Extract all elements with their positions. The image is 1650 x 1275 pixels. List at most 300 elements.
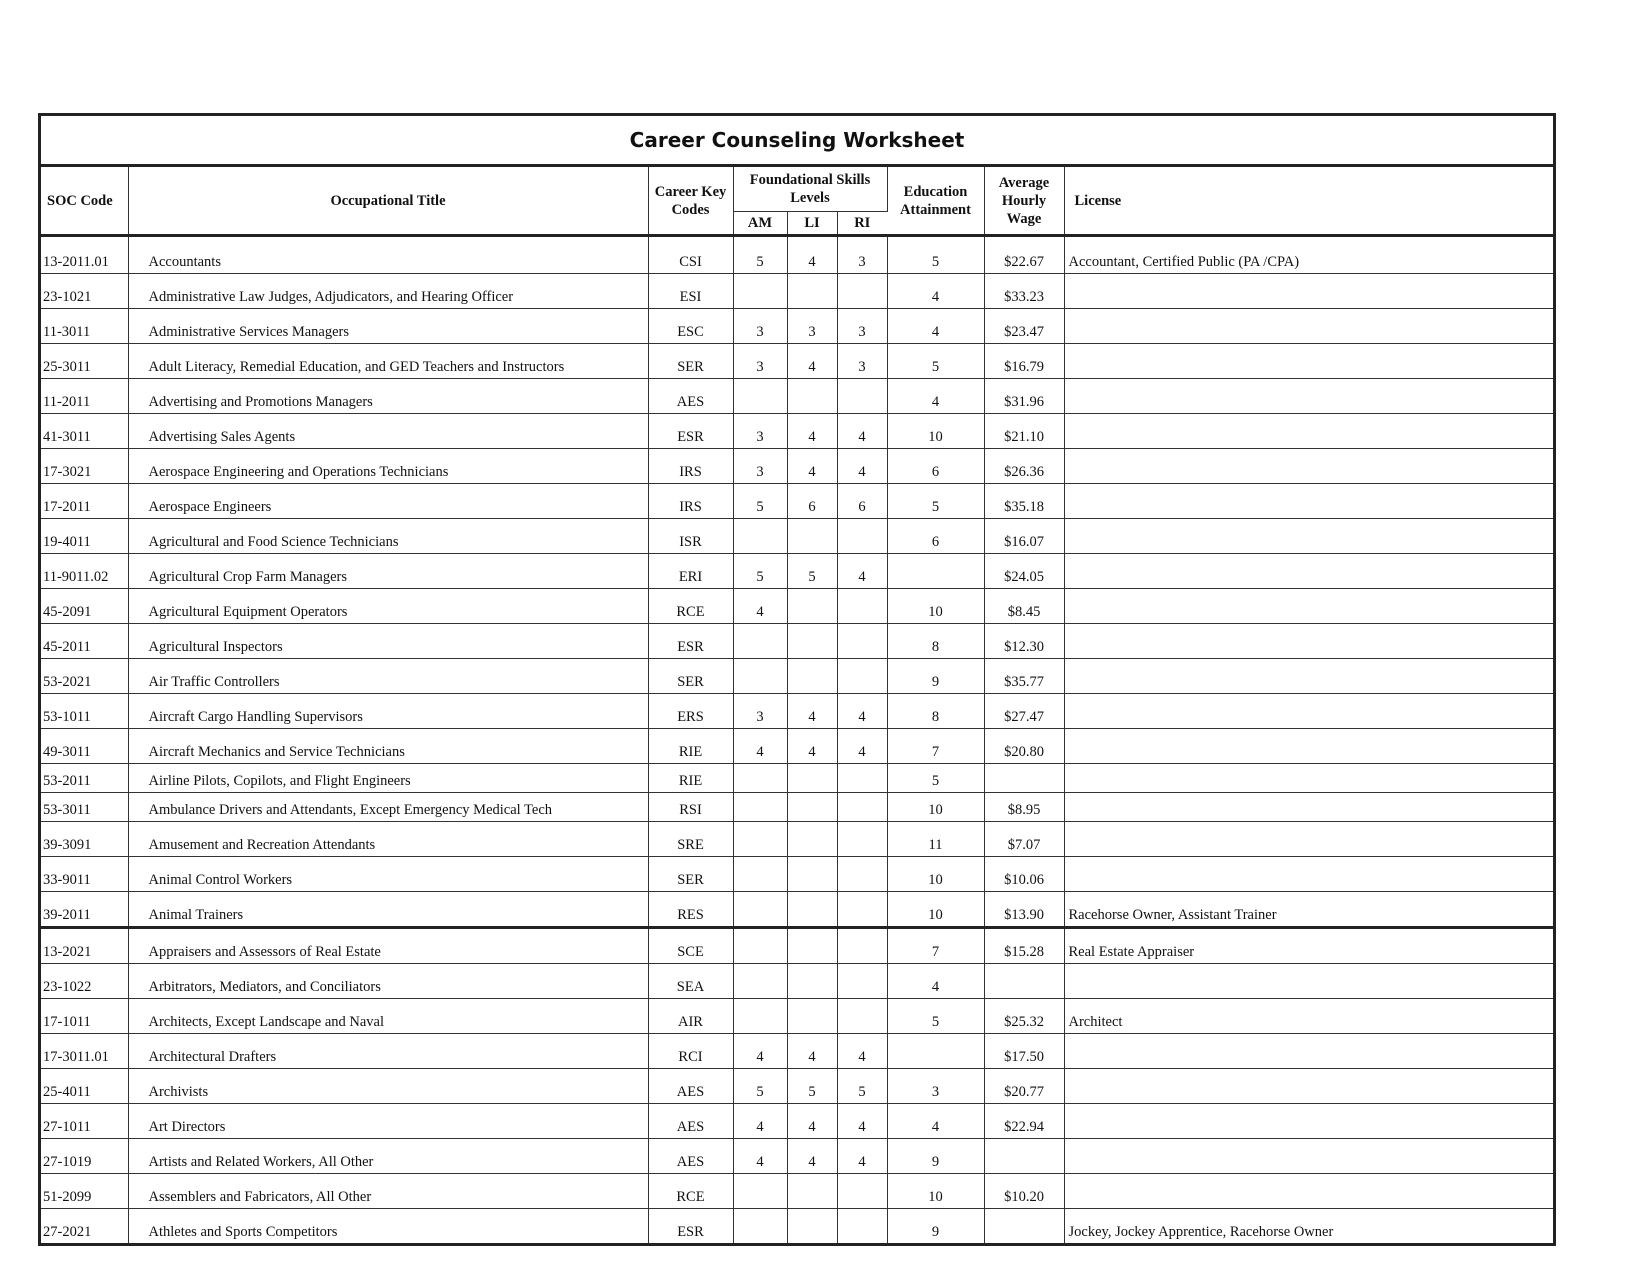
wage-cell: $24.05 xyxy=(984,554,1064,589)
soc-code-cell: 27-1019 xyxy=(41,1139,128,1174)
wage-cell: $8.45 xyxy=(984,589,1064,624)
li-level-cell xyxy=(787,999,837,1034)
soc-code-cell: 25-4011 xyxy=(41,1069,128,1104)
occupational-title-cell: Arbitrators, Mediators, and Conciliators xyxy=(128,964,648,999)
li-level-cell: 4 xyxy=(787,414,837,449)
table-row xyxy=(41,484,1553,519)
soc-code-cell: 27-1011 xyxy=(41,1104,128,1139)
wage-cell: $22.67 xyxy=(984,236,1064,274)
am-level-cell xyxy=(733,964,787,999)
ri-level-cell: 4 xyxy=(837,1139,887,1174)
header-license: License xyxy=(1074,192,1122,209)
career-key-cell: RCE xyxy=(648,1174,733,1209)
am-level-cell xyxy=(733,892,787,928)
worksheet xyxy=(38,113,1556,1246)
license-cell xyxy=(1064,1069,1553,1104)
occupational-title-cell: Agricultural Crop Farm Managers xyxy=(128,554,648,589)
am-level-cell xyxy=(733,659,787,694)
table-row xyxy=(41,589,1553,624)
occupational-title-cell: Administrative Law Judges, Adjudicators, and Hearing Officer xyxy=(128,274,648,309)
wage-cell: $23.47 xyxy=(984,309,1064,344)
career-key-cell: AES xyxy=(648,1069,733,1104)
ri-level-cell xyxy=(837,589,887,624)
career-key-cell: AES xyxy=(648,1104,733,1139)
education-cell: 10 xyxy=(887,414,984,449)
education-cell: 4 xyxy=(887,379,984,414)
license-cell xyxy=(1064,379,1553,414)
occupational-title-cell: Aircraft Cargo Handling Supervisors xyxy=(128,694,648,729)
ri-level-cell xyxy=(837,624,887,659)
table-row xyxy=(41,793,1553,822)
education-cell: 5 xyxy=(887,484,984,519)
license-cell: Accountant, Certified Public (PA /CPA) xyxy=(1064,236,1553,274)
education-cell: 9 xyxy=(887,1209,984,1244)
education-cell: 11 xyxy=(887,822,984,857)
wage-cell xyxy=(984,964,1064,999)
license-cell xyxy=(1064,1104,1553,1139)
am-level-cell xyxy=(733,822,787,857)
education-cell: 3 xyxy=(887,1069,984,1104)
education-cell: 4 xyxy=(887,309,984,344)
soc-code-cell: 53-2011 xyxy=(41,764,128,793)
license-cell xyxy=(1064,822,1553,857)
license-cell xyxy=(1064,624,1553,659)
header-ri: RI xyxy=(837,212,887,236)
am-level-cell xyxy=(733,379,787,414)
ri-level-cell: 4 xyxy=(837,729,887,764)
li-level-cell xyxy=(787,1209,837,1244)
header-career-key-codes: Career Key Codes xyxy=(648,167,733,236)
wage-cell: $16.79 xyxy=(984,344,1064,379)
header-foundational-skills: Foundational Skills Levels xyxy=(733,167,887,212)
li-level-cell xyxy=(787,379,837,414)
am-level-cell: 4 xyxy=(733,589,787,624)
soc-code-cell: 11-3011 xyxy=(41,309,128,344)
wage-cell xyxy=(984,764,1064,793)
career-key-cell: RIE xyxy=(648,729,733,764)
header-education-attainment: Education Attainment xyxy=(887,167,984,236)
worksheet-title: Career Counseling Worksheet xyxy=(41,116,1553,167)
table-row xyxy=(41,344,1553,379)
am-level-cell: 3 xyxy=(733,414,787,449)
education-cell: 8 xyxy=(887,694,984,729)
license-cell xyxy=(1064,1174,1553,1209)
li-level-cell xyxy=(787,857,837,892)
am-level-cell: 3 xyxy=(733,309,787,344)
career-key-cell: ERI xyxy=(648,554,733,589)
ri-level-cell xyxy=(837,892,887,928)
am-level-cell: 4 xyxy=(733,1034,787,1069)
ri-level-cell xyxy=(837,764,887,793)
am-level-cell xyxy=(733,1209,787,1244)
education-cell: 10 xyxy=(887,1174,984,1209)
li-level-cell xyxy=(787,764,837,793)
table-row xyxy=(41,1034,1553,1069)
soc-code-cell: 13-2021 xyxy=(41,928,128,964)
li-level-cell: 4 xyxy=(787,729,837,764)
li-level-cell: 3 xyxy=(787,309,837,344)
wage-cell: $10.06 xyxy=(984,857,1064,892)
occupational-title-cell: Aircraft Mechanics and Service Technicians xyxy=(128,729,648,764)
license-cell xyxy=(1064,694,1553,729)
ri-level-cell xyxy=(837,793,887,822)
wage-cell: $33.23 xyxy=(984,274,1064,309)
wage-cell: $25.32 xyxy=(984,999,1064,1034)
career-key-cell: IRS xyxy=(648,484,733,519)
career-key-cell: ESR xyxy=(648,414,733,449)
license-cell xyxy=(1064,729,1553,764)
table-row xyxy=(41,236,1553,274)
career-key-cell: CSI xyxy=(648,236,733,274)
wage-cell: $31.96 xyxy=(984,379,1064,414)
education-cell: 7 xyxy=(887,729,984,764)
occupational-title-cell: Agricultural Equipment Operators xyxy=(128,589,648,624)
career-key-cell: SER xyxy=(648,857,733,892)
ri-level-cell: 4 xyxy=(837,694,887,729)
license-cell xyxy=(1064,1139,1553,1174)
li-level-cell xyxy=(787,1174,837,1209)
li-level-cell: 4 xyxy=(787,1034,837,1069)
education-cell: 9 xyxy=(887,659,984,694)
li-level-cell: 6 xyxy=(787,484,837,519)
li-level-cell: 4 xyxy=(787,344,837,379)
occupational-title-cell: Agricultural and Food Science Technicians xyxy=(128,519,648,554)
li-level-cell xyxy=(787,589,837,624)
ri-level-cell xyxy=(837,857,887,892)
occupational-title-cell: Athletes and Sports Competitors xyxy=(128,1209,648,1244)
license-cell xyxy=(1064,484,1553,519)
education-cell: 4 xyxy=(887,1104,984,1139)
wage-cell: $35.18 xyxy=(984,484,1064,519)
career-key-cell: SRE xyxy=(648,822,733,857)
soc-code-cell: 39-3091 xyxy=(41,822,128,857)
ri-level-cell xyxy=(837,822,887,857)
table-row xyxy=(41,1174,1553,1209)
education-cell: 4 xyxy=(887,964,984,999)
am-level-cell: 5 xyxy=(733,236,787,274)
table-row xyxy=(41,928,1553,964)
soc-code-cell: 11-2011 xyxy=(41,379,128,414)
li-level-cell: 4 xyxy=(787,236,837,274)
soc-code-cell: 53-3011 xyxy=(41,793,128,822)
li-level-cell: 4 xyxy=(787,1104,837,1139)
wage-cell: $26.36 xyxy=(984,449,1064,484)
education-cell xyxy=(887,1034,984,1069)
career-key-cell: ESR xyxy=(648,624,733,659)
occupational-title-cell: Advertising and Promotions Managers xyxy=(128,379,648,414)
education-cell: 9 xyxy=(887,1139,984,1174)
career-key-cell: ESI xyxy=(648,274,733,309)
license-cell xyxy=(1064,793,1553,822)
soc-code-cell: 17-3021 xyxy=(41,449,128,484)
career-key-cell: RIE xyxy=(648,764,733,793)
li-level-cell: 5 xyxy=(787,1069,837,1104)
occupational-title-cell: Aerospace Engineering and Operations Technicians xyxy=(128,449,648,484)
career-key-cell: ESC xyxy=(648,309,733,344)
wage-cell xyxy=(984,1209,1064,1244)
education-cell: 10 xyxy=(887,857,984,892)
header-soc-code: SOC Code xyxy=(41,167,128,236)
soc-code-cell: 25-3011 xyxy=(41,344,128,379)
ri-level-cell xyxy=(837,659,887,694)
occupational-title-cell: Accountants xyxy=(128,236,648,274)
ri-level-cell xyxy=(837,379,887,414)
li-level-cell: 5 xyxy=(787,554,837,589)
career-key-cell: RCI xyxy=(648,1034,733,1069)
li-level-cell xyxy=(787,659,837,694)
career-key-cell: IRS xyxy=(648,449,733,484)
table-row xyxy=(41,964,1553,999)
education-cell: 4 xyxy=(887,274,984,309)
license-cell xyxy=(1064,274,1553,309)
li-level-cell xyxy=(787,892,837,928)
li-level-cell xyxy=(787,964,837,999)
wage-cell: $20.77 xyxy=(984,1069,1064,1104)
am-level-cell: 3 xyxy=(733,449,787,484)
wage-cell: $7.07 xyxy=(984,822,1064,857)
occupational-title-cell: Aerospace Engineers xyxy=(128,484,648,519)
license-cell xyxy=(1064,309,1553,344)
li-level-cell xyxy=(787,822,837,857)
ri-level-cell: 3 xyxy=(837,309,887,344)
ri-level-cell xyxy=(837,274,887,309)
am-level-cell xyxy=(733,999,787,1034)
career-key-cell: RSI xyxy=(648,793,733,822)
career-key-cell: SER xyxy=(648,659,733,694)
table-row xyxy=(41,999,1553,1034)
ri-level-cell xyxy=(837,519,887,554)
table-row xyxy=(41,1209,1553,1244)
career-key-cell: RES xyxy=(648,892,733,928)
table-row xyxy=(41,519,1553,554)
am-level-cell xyxy=(733,624,787,659)
occupational-title-cell: Air Traffic Controllers xyxy=(128,659,648,694)
ri-level-cell xyxy=(837,1174,887,1209)
career-key-cell: AES xyxy=(648,1139,733,1174)
header-occupational-title: Occupational Title xyxy=(128,167,648,236)
li-level-cell xyxy=(787,519,837,554)
education-cell: 5 xyxy=(887,344,984,379)
wage-cell: $27.47 xyxy=(984,694,1064,729)
am-level-cell: 4 xyxy=(733,729,787,764)
table-row xyxy=(41,554,1553,589)
license-cell: Real Estate Appraiser xyxy=(1064,928,1553,964)
ri-level-cell xyxy=(837,999,887,1034)
occupational-title-cell: Airline Pilots, Copilots, and Flight Engineers xyxy=(128,764,648,793)
am-level-cell xyxy=(733,928,787,964)
license-cell xyxy=(1064,519,1553,554)
table-row xyxy=(41,892,1553,928)
occupational-title-cell: Assemblers and Fabricators, All Other xyxy=(128,1174,648,1209)
career-key-cell: ISR xyxy=(648,519,733,554)
license-cell: Architect xyxy=(1064,999,1553,1034)
table-row xyxy=(41,729,1553,764)
table-row xyxy=(41,1069,1553,1104)
wage-cell: $20.80 xyxy=(984,729,1064,764)
am-level-cell: 5 xyxy=(733,554,787,589)
license-cell: Racehorse Owner, Assistant Trainer xyxy=(1064,892,1553,928)
career-table xyxy=(41,167,1553,1243)
ri-level-cell: 3 xyxy=(837,344,887,379)
license-cell xyxy=(1064,659,1553,694)
education-cell: 6 xyxy=(887,449,984,484)
career-key-cell: SER xyxy=(648,344,733,379)
soc-code-cell: 23-1022 xyxy=(41,964,128,999)
license-cell: Jockey, Jockey Apprentice, Racehorse Owner xyxy=(1068,1224,1334,1240)
soc-code-cell: 45-2091 xyxy=(41,589,128,624)
occupational-title-cell: Architectural Drafters xyxy=(128,1034,648,1069)
license-cell xyxy=(1064,589,1553,624)
table-row xyxy=(41,379,1553,414)
table-row xyxy=(41,414,1553,449)
am-level-cell xyxy=(733,274,787,309)
li-level-cell: 4 xyxy=(787,694,837,729)
header-li: LI xyxy=(787,212,837,236)
wage-cell: $10.20 xyxy=(984,1174,1064,1209)
occupational-title-cell: Ambulance Drivers and Attendants, Except Emergency Medical Tech xyxy=(128,793,648,822)
license-cell xyxy=(1064,764,1553,793)
career-key-cell: SCE xyxy=(648,928,733,964)
table-row xyxy=(41,694,1553,729)
occupational-title-cell: Agricultural Inspectors xyxy=(128,624,648,659)
education-cell: 7 xyxy=(887,928,984,964)
table-row xyxy=(41,659,1553,694)
ri-level-cell xyxy=(837,928,887,964)
wage-cell: $12.30 xyxy=(984,624,1064,659)
career-key-cell: AIR xyxy=(648,999,733,1034)
li-level-cell xyxy=(787,928,837,964)
li-level-cell xyxy=(787,274,837,309)
ri-level-cell: 6 xyxy=(837,484,887,519)
soc-code-cell: 49-3011 xyxy=(41,729,128,764)
am-level-cell xyxy=(733,1174,787,1209)
li-level-cell xyxy=(787,793,837,822)
ri-level-cell: 4 xyxy=(837,449,887,484)
ri-level-cell: 3 xyxy=(837,236,887,274)
soc-code-cell: 27-2021 xyxy=(41,1209,128,1244)
wage-cell: $17.50 xyxy=(984,1034,1064,1069)
table-row xyxy=(41,857,1553,892)
wage-cell: $13.90 xyxy=(984,892,1064,928)
soc-code-cell: 41-3011 xyxy=(41,414,128,449)
soc-code-cell: 17-2011 xyxy=(41,484,128,519)
license-cell xyxy=(1064,554,1553,589)
soc-code-cell: 23-1021 xyxy=(41,274,128,309)
license-cell xyxy=(1064,857,1553,892)
am-level-cell: 3 xyxy=(733,344,787,379)
career-key-cell: ERS xyxy=(648,694,733,729)
soc-code-cell: 19-4011 xyxy=(41,519,128,554)
education-cell: 10 xyxy=(887,589,984,624)
am-level-cell xyxy=(733,857,787,892)
soc-code-cell: 39-2011 xyxy=(41,892,128,928)
license-cell xyxy=(1064,449,1553,484)
occupational-title-cell: Art Directors xyxy=(128,1104,648,1139)
ri-level-cell xyxy=(837,1209,887,1244)
am-level-cell xyxy=(733,764,787,793)
wage-cell: $21.10 xyxy=(984,414,1064,449)
am-level-cell: 4 xyxy=(733,1139,787,1174)
career-key-cell: AES xyxy=(648,379,733,414)
wage-cell: $22.94 xyxy=(984,1104,1064,1139)
am-level-cell xyxy=(733,519,787,554)
career-key-cell: ESR xyxy=(648,1209,733,1244)
occupational-title-cell: Animal Trainers xyxy=(128,892,648,928)
am-level-cell: 5 xyxy=(733,484,787,519)
career-key-cell: SEA xyxy=(648,964,733,999)
table-row xyxy=(41,1139,1553,1174)
table-row xyxy=(41,449,1553,484)
soc-code-cell: 53-2021 xyxy=(41,659,128,694)
occupational-title-cell: Amusement and Recreation Attendants xyxy=(128,822,648,857)
am-level-cell: 4 xyxy=(733,1104,787,1139)
occupational-title-cell: Administrative Services Managers xyxy=(128,309,648,344)
soc-code-cell: 51-2099 xyxy=(41,1174,128,1209)
soc-code-cell: 33-9011 xyxy=(41,857,128,892)
am-level-cell: 3 xyxy=(733,694,787,729)
header-average-hourly-wage: Average Hourly Wage xyxy=(984,167,1064,236)
ri-level-cell: 5 xyxy=(837,1069,887,1104)
occupational-title-cell: Advertising Sales Agents xyxy=(128,414,648,449)
occupational-title-cell: Adult Literacy, Remedial Education, and GED Teachers and Instructors xyxy=(128,344,648,379)
wage-cell: $15.28 xyxy=(984,928,1064,964)
li-level-cell: 4 xyxy=(787,449,837,484)
table-row xyxy=(41,822,1553,857)
license-cell xyxy=(1064,344,1553,379)
table-row xyxy=(41,764,1553,793)
soc-code-cell: 17-3011.01 xyxy=(41,1034,128,1069)
soc-code-cell: 45-2011 xyxy=(41,624,128,659)
ri-level-cell: 4 xyxy=(837,1104,887,1139)
wage-cell: $35.77 xyxy=(984,659,1064,694)
education-cell: 6 xyxy=(887,519,984,554)
license-cell xyxy=(1064,414,1553,449)
education-cell: 10 xyxy=(887,892,984,928)
ri-level-cell: 4 xyxy=(837,1034,887,1069)
am-level-cell xyxy=(733,793,787,822)
occupational-title-cell: Architects, Except Landscape and Naval xyxy=(128,999,648,1034)
education-cell: 8 xyxy=(887,624,984,659)
ri-level-cell: 4 xyxy=(837,554,887,589)
occupational-title-cell: Appraisers and Assessors of Real Estate xyxy=(128,928,648,964)
license-cell xyxy=(1064,964,1553,999)
ri-level-cell xyxy=(837,964,887,999)
am-level-cell: 5 xyxy=(733,1069,787,1104)
wage-cell xyxy=(984,1139,1064,1174)
table-row xyxy=(41,309,1553,344)
header-am: AM xyxy=(733,212,787,236)
table-row xyxy=(41,624,1553,659)
occupational-title-cell: Archivists xyxy=(128,1069,648,1104)
career-key-cell: RCE xyxy=(648,589,733,624)
occupational-title-cell: Animal Control Workers xyxy=(128,857,648,892)
table-row xyxy=(41,1104,1553,1139)
education-cell: 5 xyxy=(887,764,984,793)
wage-cell: $16.07 xyxy=(984,519,1064,554)
occupational-title-cell: Artists and Related Workers, All Other xyxy=(128,1139,648,1174)
table-row xyxy=(41,274,1553,309)
ri-level-cell: 4 xyxy=(837,414,887,449)
soc-code-cell: 11-9011.02 xyxy=(41,554,128,589)
education-cell: 5 xyxy=(887,999,984,1034)
education-cell: 5 xyxy=(887,236,984,274)
li-level-cell: 4 xyxy=(787,1139,837,1174)
license-cell xyxy=(1064,1034,1553,1069)
wage-cell: $8.95 xyxy=(984,793,1064,822)
li-level-cell xyxy=(787,624,837,659)
soc-code-cell: 13-2011.01 xyxy=(41,236,128,274)
soc-code-cell: 17-1011 xyxy=(41,999,128,1034)
